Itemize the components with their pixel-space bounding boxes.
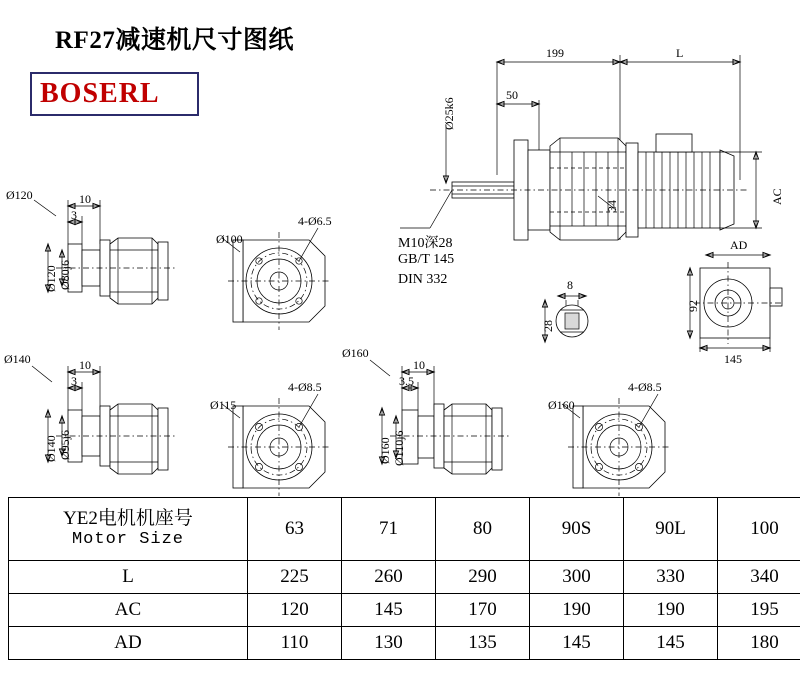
- AC-80: 170: [436, 594, 530, 627]
- motor-size-80: 80: [436, 498, 530, 561]
- dim-L-label: L: [676, 46, 684, 60]
- flange120-dia120-label: Ø120: [44, 265, 58, 292]
- L-100: 340: [718, 561, 800, 594]
- flange160-dim-3-5-label: 3.5: [399, 374, 414, 388]
- logo-text: BOSERL: [40, 78, 160, 109]
- AD-71: 130: [342, 627, 436, 660]
- table-row: [9, 627, 800, 660]
- AC-63: 120: [248, 594, 342, 627]
- dim-145-label: 145: [724, 352, 742, 366]
- dim-92-label: 92: [686, 300, 700, 312]
- thread-note-line1: M10深28: [398, 236, 453, 251]
- thread-note-line3: DIN 332: [398, 272, 448, 287]
- table-row: [9, 594, 800, 627]
- flange120-boltcircle-label: Ø120: [6, 188, 33, 202]
- dim-50-label: 50: [506, 88, 518, 102]
- flange160-holes-label: 4-Ø8.5: [628, 380, 662, 394]
- thread-note-line2: GB/T 145: [398, 252, 455, 267]
- motor-size-label-cn: YE2电机机座号: [63, 508, 193, 530]
- motor-size-90S: 90S: [530, 498, 624, 561]
- row-label-L: L: [9, 561, 248, 594]
- flange120-dim-3-label: 3: [71, 208, 77, 222]
- AC-90L: 190: [624, 594, 718, 627]
- AD-90L: 145: [624, 627, 718, 660]
- flange160-dia110-label: Ø110j6: [392, 430, 406, 466]
- AD-80: 135: [436, 627, 530, 660]
- keyway-dim-8-label: 8: [567, 278, 573, 292]
- motor-size-63: 63: [248, 498, 342, 561]
- dim-AC-label: AC: [770, 188, 784, 205]
- flange160-dim-10-label: 10: [413, 358, 425, 372]
- motor-size-90L: 90L: [624, 498, 718, 561]
- flange120-dim-10-label: 10: [79, 192, 91, 206]
- flange120-holes-label: 4-Ø6.5: [298, 214, 332, 228]
- AD-100: 180: [718, 627, 800, 660]
- flange120-dia80-label: Ø80j6: [58, 260, 72, 290]
- AC-90S: 190: [530, 594, 624, 627]
- flange140-dim-3-label: 3: [71, 374, 77, 388]
- flange160-pilot-label: Ø160: [548, 398, 575, 412]
- flange140-dia95-label: Ø95j6: [58, 430, 72, 460]
- row-label-AD: AD: [9, 627, 248, 660]
- page-title: RF27减速机尺寸图纸: [55, 27, 294, 54]
- flange140-holes-label: 4-Ø8.5: [288, 380, 322, 394]
- dim-199-label: 199: [546, 46, 564, 60]
- L-80: 290: [436, 561, 530, 594]
- flange160-dia160-label: Ø160: [378, 437, 392, 464]
- flange120-pilot-label: Ø100: [216, 232, 243, 246]
- shaft-diameter-label: Ø25k6: [442, 97, 456, 130]
- flange140-boltcircle-label: Ø140: [4, 352, 31, 366]
- table-row: [9, 498, 800, 561]
- flange140-dia140-label: Ø140: [44, 435, 58, 462]
- L-63: 225: [248, 561, 342, 594]
- flange140-dim-10-label: 10: [79, 358, 91, 372]
- motor-size-100: 100: [718, 498, 800, 561]
- keyway-dim-28-label: 28: [541, 320, 555, 332]
- dim-34-label: 34: [605, 200, 619, 212]
- table-header-motor-size: [9, 498, 248, 561]
- AC-71: 145: [342, 594, 436, 627]
- L-71: 260: [342, 561, 436, 594]
- motor-size-71: 71: [342, 498, 436, 561]
- table-row: [9, 561, 800, 594]
- AC-100: 195: [718, 594, 800, 627]
- AD-90S: 145: [530, 627, 624, 660]
- L-90S: 300: [530, 561, 624, 594]
- row-label-AC: AC: [9, 594, 248, 627]
- specification-table: [8, 497, 800, 660]
- L-90L: 330: [624, 561, 718, 594]
- AD-63: 110: [248, 627, 342, 660]
- motor-size-label-en: Motor Size: [71, 530, 185, 550]
- flange140-pilot-label: Ø115: [210, 398, 237, 412]
- dim-AD-label: AD: [730, 238, 748, 252]
- flange160-boltcircle-label: Ø160: [342, 346, 369, 360]
